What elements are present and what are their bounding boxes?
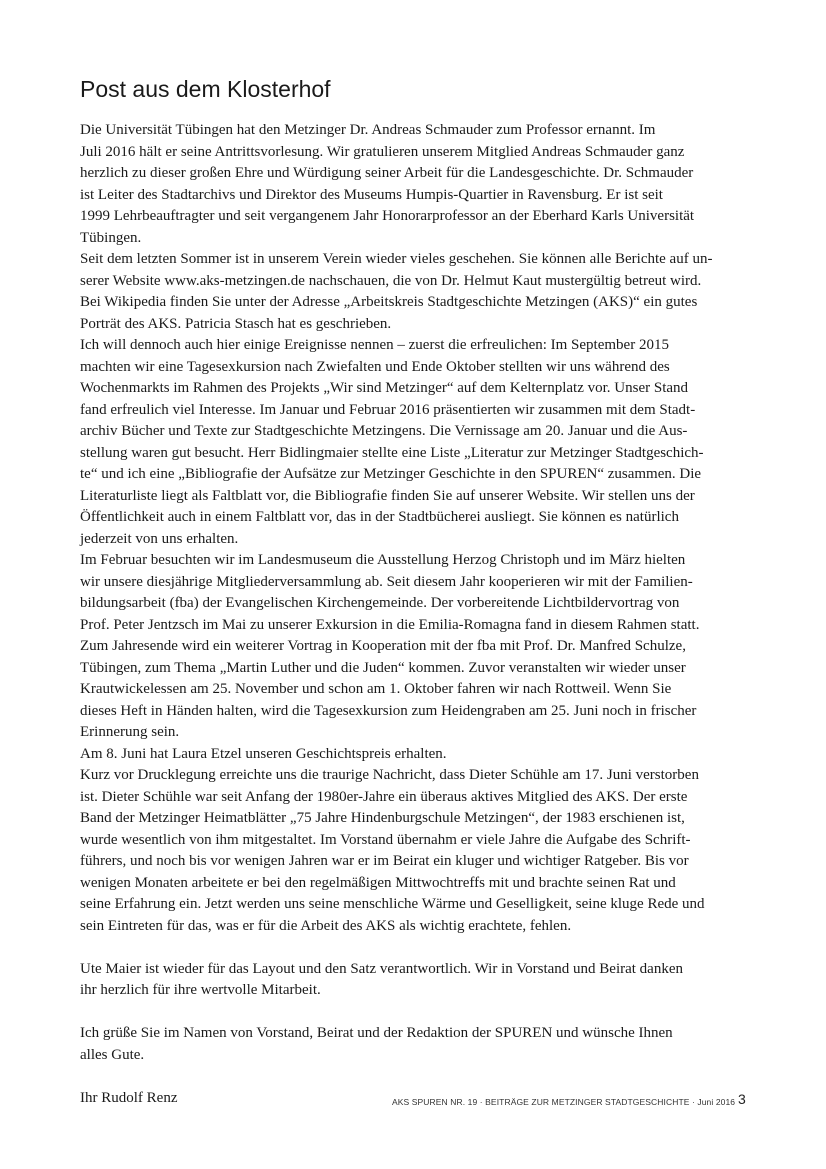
text-line: Kurz vor Drucklegung erreichte uns die traurige Nachricht, dass Dieter Schühle am 17. Juni verstorben bbox=[80, 767, 699, 783]
text-line: Im Februar besuchten wir im Landesmuseum die Ausstellung Herzog Christoph und im März hielten bbox=[80, 552, 686, 568]
text-line: stellung waren gut besucht. Herr Bidlingmaier stellte eine Liste „Literatur zur Metzinger Stadtgeschich- bbox=[80, 444, 704, 461]
text-line: bildungsarbeit (fba) der Evangelischen Kirchengemeinde. Der vorbereitende Lichtbildervortrag von bbox=[80, 595, 680, 611]
text-line: ist. Dieter Schühle war seit Anfang der 1980er-Jahre ein überaus aktives Mitglied des AKS. Der erste bbox=[80, 788, 688, 805]
paragraph bbox=[80, 1023, 752, 1066]
paragraph bbox=[80, 335, 752, 550]
paragraph bbox=[80, 550, 752, 744]
text-line: Ute Maier ist wieder für das Layout und den Satz verantwortlich. Wir in Vorstand und Beirat danken bbox=[80, 960, 683, 977]
text-line: Bei Wikipedia finden Sie unter der Adresse „Arbeitskreis Stadtgeschichte Metzingen (AKS)“ ein gutes bbox=[80, 294, 698, 310]
text-line: Literaturliste liegt als Faltblatt vor, die Bibliografie finden Sie auf unserer Website. Wir stellen uns der bbox=[80, 487, 695, 504]
paragraph bbox=[80, 959, 752, 1002]
footer-publication-line: AKS SPUREN NR. 19 · BEITRÄGE ZUR METZINGER STADTGESCHICHTE · Juni 2016 bbox=[392, 1097, 736, 1107]
text-line: Ich grüße Sie im Namen von Vorstand, Beirat und der Redaktion der SPUREN und wünsche Ihnen bbox=[80, 1025, 673, 1041]
page-number: 3 bbox=[738, 1091, 746, 1107]
text-line: te“ und ich eine „Bibliografie der Aufsätze zur Metzinger Geschichte in den SPUREN“ zusammen. Die bbox=[80, 466, 702, 482]
paragraph-spacer bbox=[80, 1066, 752, 1088]
text-line: wir unsere diesjährige Mitgliederversammlung ab. Seit diesem Jahr kooperieren wir mit der Familien- bbox=[80, 573, 693, 590]
text-line: serer Website www.aks-metzingen.de nachschauen, die von Dr. Helmut Kaut mustergültig betreut wird. bbox=[80, 272, 702, 289]
text-line: alles Gute. bbox=[80, 1046, 145, 1063]
text-line: Krautwickelessen am 25. November und schon am 1. Oktober fahren wir nach Rottweil. Wenn Sie bbox=[80, 681, 672, 697]
paragraph bbox=[80, 120, 752, 249]
text-line: führers, und noch bis vor wenigen Jahren war er im Beirat ein kluger und wichtiger Ratgeber. Bis vor bbox=[80, 853, 689, 869]
text-line: sein Eintreten für das, was er für die Arbeit des AKS als wichtig erachtete, fehlen. bbox=[80, 917, 572, 934]
text-line: Erinnerung sein. bbox=[80, 724, 180, 740]
text-line: Juli 2016 hält er seine Antrittsvorlesung. Wir gratulieren unserem Mitglied Andreas Schmauder ganz bbox=[80, 143, 685, 160]
text-line: ihr herzlich für ihre wertvolle Mitarbeit. bbox=[80, 982, 321, 998]
paragraph-spacer bbox=[80, 937, 752, 959]
text-line: ist Leiter des Stadtarchivs und Direktor des Museums Humpis-Quartier in Ravensburg. Er ist seit bbox=[80, 186, 663, 203]
paragraph bbox=[80, 765, 752, 937]
text-line: Tübingen, zum Thema „Martin Luther und die Juden“ kommen. Zuvor veranstalten wir wieder unser bbox=[80, 659, 686, 676]
text-line: machten wir eine Tagesexkursion nach Zwiefalten und Ende Oktober stellten wir uns während des bbox=[80, 358, 670, 375]
text-line: Die Universität Tübingen hat den Metzinger Dr. Andreas Schmauder zum Professor ernannt. Im bbox=[80, 122, 656, 138]
text-line: fand erfreulich viel Interesse. Im Januar und Februar 2016 präsentierten wir zusammen mit dem Stadt- bbox=[80, 401, 696, 418]
text-line: jederzeit von uns erhalten. bbox=[80, 530, 239, 547]
text-line: Am 8. Juni hat Laura Etzel unseren Geschichtspreis erhalten. bbox=[80, 745, 447, 762]
text-line: dieses Heft in Händen halten, wird die Tagesexkursion zum Heidengraben am 25. Juni noch in frischer bbox=[80, 702, 697, 719]
text-line: Seit dem letzten Sommer ist in unserem Verein wieder vieles geschehen. Sie können alle Berichte auf un- bbox=[80, 251, 713, 267]
text-line: seine Erfahrung ein. Jetzt werden uns seine menschliche Wärme und Geselligkeit, seine kluge Rede und bbox=[80, 896, 705, 912]
text-line: archiv Bücher und Texte zur Stadtgeschichte Metzingens. Die Vernissage am 20. Januar und die Aus- bbox=[80, 423, 688, 439]
text-line: Öffentlichkeit auch in einem Faltblatt vor, das in der Stadtbücherei ausliegt. Sie können es natürlich bbox=[80, 509, 679, 525]
article-body bbox=[80, 120, 752, 1109]
text-line: Ihr Rudolf Renz bbox=[80, 1089, 178, 1106]
text-line: wenigen Monaten arbeitete er bei den regelmäßigen Mittwochtreffs mit und brachte seinen Rat und bbox=[80, 874, 676, 891]
page-title: Post aus dem Klosterhof bbox=[80, 76, 331, 102]
text-line: Wochenmarkts im Rahmen des Projekts „Wir sind Metzinger“ auf dem Kelternplatz vor. Unser Stand bbox=[80, 380, 689, 396]
text-line: wurde wesentlich von ihm mitgestaltet. Im Vorstand übernahm er viele Jahre die Aufgabe des Schrift- bbox=[80, 831, 691, 848]
text-line: Band der Metzinger Heimatblätter „75 Jahre Hindenburgschule Metzingen“, der 1983 erschienen ist, bbox=[80, 810, 685, 826]
text-line: 1999 Lehrbeauftragter und seit vergangenem Jahr Honorarprofessor an der Eberhard Karls Universität bbox=[80, 208, 695, 224]
text-line: Zum Jahresende wird ein weiterer Vortrag in Kooperation mit der fba mit Prof. Dr. Manfred Schulze, bbox=[80, 638, 686, 654]
paragraph bbox=[80, 744, 752, 766]
paragraph-spacer bbox=[80, 1002, 752, 1024]
text-line: Porträt des AKS. Patricia Stasch hat es geschrieben. bbox=[80, 315, 392, 332]
text-line: Tübingen. bbox=[80, 229, 142, 246]
text-line: herzlich zu dieser großen Ehre und Würdigung seiner Arbeit für die Landesgeschichte. Dr. Schmauder bbox=[80, 165, 694, 181]
paragraph bbox=[80, 249, 752, 335]
text-line: Ich will dennoch auch hier einige Ereignisse nennen – zuerst die erfreulichen: Im September 2015 bbox=[80, 337, 669, 353]
text-line: Prof. Peter Jentzsch im Mai zu unserer Exkursion in die Emilia-Romagna fand in diesem Rahmen statt. bbox=[80, 616, 700, 633]
